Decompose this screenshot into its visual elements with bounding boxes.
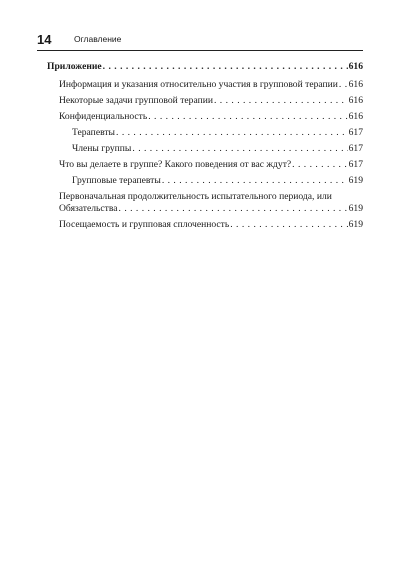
toc-entry[interactable]: [47, 127, 363, 139]
leader-dots: [292, 159, 347, 171]
leader-dots: [116, 127, 348, 139]
toc-entry-title: Конфиденциальность: [59, 111, 148, 122]
toc-entry-title-line1: Первоначальная продолжительность испытательного периода, или: [59, 191, 332, 202]
leader-dots: [103, 61, 348, 73]
toc-entry-page: 617: [348, 159, 363, 170]
toc-entry[interactable]: [47, 143, 363, 155]
toc-entry-title: Что вы делаете в группе? Какого поведения от вас ждут?: [59, 159, 292, 170]
leader-dots: [132, 143, 347, 155]
toc-entry-page: 619: [348, 203, 363, 214]
section-title: Оглавление: [74, 34, 122, 44]
page-number: 14: [37, 32, 52, 47]
toc-entry-appendix[interactable]: [47, 61, 363, 73]
toc-entry-page: 619: [348, 175, 363, 186]
running-head: [37, 30, 363, 51]
toc-entry[interactable]: [47, 95, 363, 107]
leader-dots: [162, 175, 348, 187]
toc-entry-title: Приложение: [47, 61, 102, 72]
toc-entry-page: 619: [348, 219, 363, 230]
toc-entry-title: Члены группы: [72, 143, 132, 154]
toc-entry[interactable]: [47, 219, 363, 231]
toc-entry[interactable]: [47, 159, 363, 171]
toc-entry-page: 616: [348, 79, 363, 90]
toc-entry-title: Терапевты: [72, 127, 116, 138]
toc-entry[interactable]: [47, 111, 363, 123]
toc-entry-page: 617: [348, 143, 363, 154]
table-of-contents: [47, 61, 363, 235]
toc-entry-title-line2: Обязательства: [59, 203, 118, 214]
leader-dots: [230, 219, 347, 231]
toc-entry-page: 617: [348, 127, 363, 138]
toc-entry-page: 616: [348, 111, 363, 122]
toc-entry-title: Некоторые задачи групповой терапии: [59, 95, 213, 106]
toc-entry-page: 616: [348, 95, 363, 106]
toc-entry[interactable]: [47, 191, 363, 215]
toc-entry-title: Посещаемость и групповая сплоченность: [59, 219, 230, 230]
leader-dots: [214, 95, 348, 107]
toc-entry-title: Информация и указания относительно участия в групповой терапии: [59, 79, 338, 90]
toc-entry-title: Групповые терапевты: [72, 175, 161, 186]
toc-entry[interactable]: [47, 175, 363, 187]
toc-entry-page: 616: [348, 61, 363, 72]
leader-dots: [339, 79, 348, 91]
toc-entry[interactable]: [47, 79, 363, 91]
leader-dots: [148, 111, 347, 123]
leader-dots: [119, 203, 348, 215]
